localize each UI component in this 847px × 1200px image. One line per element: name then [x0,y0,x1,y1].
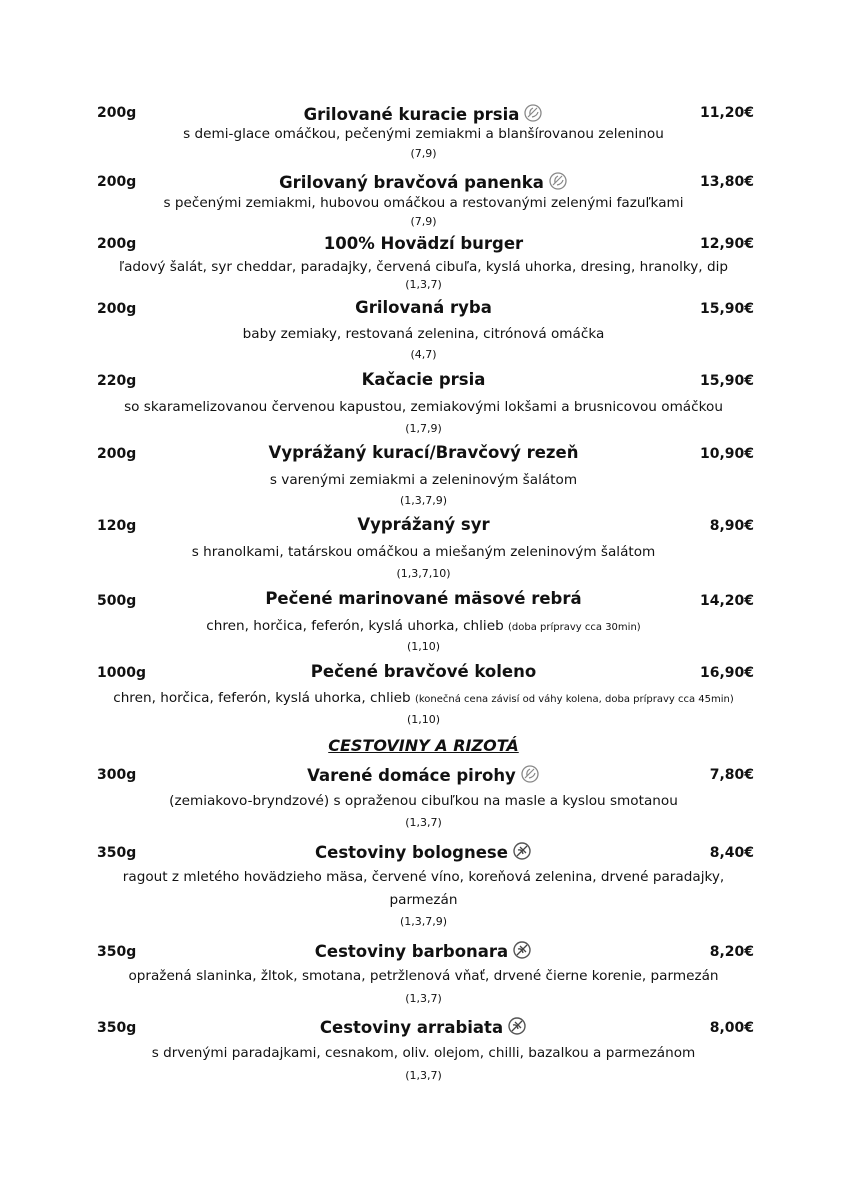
item-title: Cestoviny barbonara [0,940,847,961]
item-description: s drvenými paradajkami, cesnakom, oliv. olejom, chilli, bazalkou a parmezánom [151,1045,696,1061]
chef-pot-icon [523,103,543,123]
item-allergens: (1,3,7) [405,1069,442,1082]
item-description: s demi-glace omáčkou, pečenými zemiakmi a blanšírovanou zeleninou [183,126,664,142]
item-weight: 300g [97,767,137,783]
item-allergens: (1,3,7,9) [399,915,448,928]
item-title: Cestoviny bolognese [0,841,847,862]
chef-pot-icon [520,764,540,784]
item-allergens: (7,9) [410,215,437,228]
item-title: Vyprážaný kurací/Bravčový rezeň [268,443,579,462]
item-title: Pečené marinované mäsové rebrá [265,589,582,608]
item-weight: 200g [97,236,137,252]
item-weight: 200g [97,446,137,462]
item-weight: 220g [97,373,137,389]
item-allergens: (1,3,7,9) [399,494,448,507]
item-price: 8,90€ [709,518,754,534]
item-allergens: (4,7) [410,348,437,361]
item-price: 11,20€ [699,105,754,121]
pasta-fork-icon [512,841,532,861]
item-price: 15,90€ [699,301,754,317]
item-allergens: (1,10) [406,713,441,726]
item-weight: 1000g [97,665,146,681]
item-description: baby zemiaky, restovaná zelenina, citrónová omáčka [242,326,605,342]
item-description: chren, horčica, feferón, kyslá uhorka, chlieb (doba prípravy cca 30min) [206,618,641,634]
item-description: opražená slaninka, žltok, smotana, petržlenová vňať, drvené čierne korenie, parmezán [128,968,719,984]
pasta-fork-icon [512,940,532,960]
item-price: 12,90€ [699,236,754,252]
item-description: ľadový šalát, syr cheddar, paradajky, červená cibuľa, kyslá uhorka, dresing, hranolky, dip [118,259,728,275]
item-weight: 200g [97,174,137,190]
item-note: (doba prípravy cca 30min) [508,622,641,633]
item-allergens: (1,3,7) [405,992,442,1005]
item-description: s pečenými zemiakmi, hubovou omáčkou a restovanými zelenými fazuľkami [163,195,684,211]
item-weight: 120g [97,518,137,534]
item-price: 13,80€ [699,174,754,190]
item-description-cont: parmezán [389,892,458,908]
item-price: 8,20€ [709,944,754,960]
item-allergens: (1,3,7,10) [396,567,451,580]
item-price: 8,40€ [709,845,754,861]
item-price: 7,80€ [709,767,754,783]
item-title: Kačacie prsia [361,370,486,389]
item-price: 14,20€ [699,593,754,609]
pasta-fork-icon [507,1016,527,1036]
item-title: Grilovaná ryba [355,298,492,317]
item-allergens: (1,10) [406,640,441,653]
item-description: chren, horčica, feferón, kyslá uhorka, chlieb (konečná cena závisí od váhy kolena, doba prípravy cca 45min) [113,690,734,706]
item-title: 100% Hovädzí burger [323,234,524,253]
item-title: Vyprážaný syr [357,515,490,534]
item-weight: 500g [97,593,137,609]
item-weight: 350g [97,944,137,960]
item-allergens: (7,9) [410,147,437,160]
item-description: s hranolkami, tatárskou omáčkou a miešaným zeleninovým šalátom [191,544,656,560]
item-price: 8,00€ [709,1020,754,1036]
item-price: 10,90€ [699,446,754,462]
item-description: so skaramelizovanou červenou kapustou, zemiakovými lokšami a brusnicovou omáčkou [124,399,723,415]
item-allergens: (1,7,9) [405,422,442,435]
item-description: (zemiakovo-bryndzové) s opraženou cibuľkou na masle a kyslou smotanou [169,793,678,809]
item-description: ragout z mletého hovädzieho mäsa, červené víno, koreňová zelenina, drvené paradajky, [122,869,725,885]
item-title: Grilovaný bravčová panenka [0,171,847,192]
item-weight: 350g [97,845,137,861]
item-price: 15,90€ [699,373,754,389]
item-allergens: (1,3,7) [405,278,442,291]
item-weight: 200g [97,301,137,317]
item-note: (konečná cena závisí od váhy kolena, doba prípravy cca 45min) [414,694,734,705]
chef-pot-icon [548,171,568,191]
item-title: Grilované kuracie prsia [0,103,847,124]
item-title: Varené domáce pirohy [0,764,847,785]
item-weight: 200g [97,105,137,121]
item-description: s varenými zemiakmi a zeleninovým šalátom [269,472,578,488]
item-allergens: (1,3,7) [405,816,442,829]
item-price: 16,90€ [699,665,754,681]
item-title: Pečené bravčové koleno [310,662,537,681]
section-heading: CESTOVINY A RIZOTÁ [328,736,519,755]
item-weight: 350g [97,1020,137,1036]
item-title: Cestoviny arrabiata [0,1016,847,1037]
